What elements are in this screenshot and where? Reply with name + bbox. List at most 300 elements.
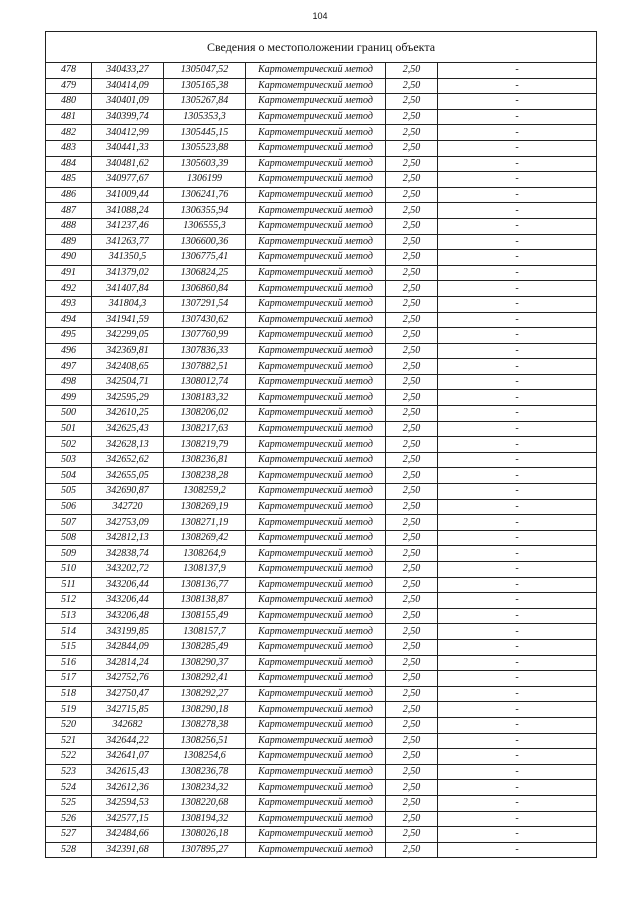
cell-point-number: 522: [46, 749, 92, 765]
cell-method: Картометрический метод: [246, 671, 386, 687]
cell-accuracy: 2,50: [386, 764, 438, 780]
cell-accuracy: 2,50: [386, 639, 438, 655]
table-row: [46, 702, 597, 718]
cell-description: -: [438, 546, 597, 562]
page-number: 104: [312, 11, 328, 21]
cell-method: Картометрический метод: [246, 250, 386, 266]
cell-coord-x: 342628,13: [92, 437, 164, 453]
cell-accuracy: 2,50: [386, 468, 438, 484]
table-row: [46, 530, 597, 546]
cell-accuracy: 2,50: [386, 562, 438, 578]
cell-coord-y: 1308194,32: [164, 811, 246, 827]
cell-coord-y: 1308271,19: [164, 515, 246, 531]
cell-accuracy: 2,50: [386, 63, 438, 79]
cell-description: -: [438, 172, 597, 188]
cell-description: -: [438, 686, 597, 702]
table-row: [46, 109, 597, 125]
cell-coord-y: 1308259,2: [164, 484, 246, 500]
cell-point-number: 490: [46, 250, 92, 266]
cell-method: Картометрический метод: [246, 562, 386, 578]
cell-point-number: 511: [46, 577, 92, 593]
cell-description: -: [438, 499, 597, 515]
cell-description: -: [438, 624, 597, 640]
cell-point-number: 523: [46, 764, 92, 780]
cell-description: -: [438, 359, 597, 375]
cell-method: Картометрический метод: [246, 140, 386, 156]
cell-coord-y: 1308217,63: [164, 421, 246, 437]
cell-point-number: 512: [46, 593, 92, 609]
cell-method: Картометрический метод: [246, 452, 386, 468]
cell-method: Картометрический метод: [246, 281, 386, 297]
cell-method: Картометрический метод: [246, 499, 386, 515]
cell-point-number: 516: [46, 655, 92, 671]
cell-method: Картометрический метод: [246, 234, 386, 250]
cell-point-number: 498: [46, 374, 92, 390]
cell-method: Картометрический метод: [246, 374, 386, 390]
cell-coord-y: 1308269,19: [164, 499, 246, 515]
cell-coord-y: 1305603,39: [164, 156, 246, 172]
cell-accuracy: 2,50: [386, 608, 438, 624]
cell-accuracy: 2,50: [386, 546, 438, 562]
cell-coord-y: 1307291,54: [164, 296, 246, 312]
cell-coord-x: 342391,68: [92, 842, 164, 858]
table-row: [46, 655, 597, 671]
cell-method: Картометрический метод: [246, 156, 386, 172]
cell-description: -: [438, 811, 597, 827]
cell-coord-y: 1308137,9: [164, 562, 246, 578]
cell-coord-y: 1305523,88: [164, 140, 246, 156]
cell-description: -: [438, 577, 597, 593]
cell-description: -: [438, 671, 597, 687]
cell-method: Картометрический метод: [246, 328, 386, 344]
cell-accuracy: 2,50: [386, 421, 438, 437]
table-row: [46, 172, 597, 188]
cell-description: -: [438, 484, 597, 500]
cell-description: -: [438, 608, 597, 624]
table-title-row: [46, 32, 597, 63]
cell-method: Картометрический метод: [246, 780, 386, 796]
cell-method: Картометрический метод: [246, 795, 386, 811]
cell-coord-x: 340977,67: [92, 172, 164, 188]
cell-point-number: 485: [46, 172, 92, 188]
cell-coord-x: 341407,84: [92, 281, 164, 297]
table-row: [46, 608, 597, 624]
boundary-table: [45, 31, 597, 858]
cell-description: -: [438, 452, 597, 468]
cell-description: -: [438, 125, 597, 141]
cell-coord-x: 342594,53: [92, 795, 164, 811]
cell-point-number: 499: [46, 390, 92, 406]
cell-description: -: [438, 296, 597, 312]
cell-coord-x: 340412,99: [92, 125, 164, 141]
cell-coord-x: 342812,13: [92, 530, 164, 546]
cell-accuracy: 2,50: [386, 281, 438, 297]
table-row: [46, 234, 597, 250]
cell-coord-y: 1306355,94: [164, 203, 246, 219]
table-row: [46, 156, 597, 172]
table-row: [46, 827, 597, 843]
cell-coord-y: 1306775,41: [164, 250, 246, 266]
cell-description: -: [438, 780, 597, 796]
cell-method: Картометрический метод: [246, 577, 386, 593]
cell-method: Картометрический метод: [246, 717, 386, 733]
cell-coord-x: 341804,3: [92, 296, 164, 312]
cell-coord-y: 1306241,76: [164, 187, 246, 203]
cell-coord-x: 342720: [92, 499, 164, 515]
table-row: [46, 125, 597, 141]
cell-coord-y: 1308292,41: [164, 671, 246, 687]
cell-description: -: [438, 842, 597, 858]
table-row: [46, 437, 597, 453]
cell-accuracy: 2,50: [386, 827, 438, 843]
table-row: [46, 78, 597, 94]
cell-description: -: [438, 94, 597, 110]
cell-method: Картометрический метод: [246, 343, 386, 359]
cell-method: Картометрический метод: [246, 624, 386, 640]
cell-point-number: 526: [46, 811, 92, 827]
cell-description: -: [438, 749, 597, 765]
cell-coord-x: 342750,47: [92, 686, 164, 702]
cell-coord-x: 342838,74: [92, 546, 164, 562]
cell-accuracy: 2,50: [386, 296, 438, 312]
cell-coord-y: 1308290,37: [164, 655, 246, 671]
cell-description: -: [438, 764, 597, 780]
cell-accuracy: 2,50: [386, 312, 438, 328]
cell-description: -: [438, 156, 597, 172]
cell-description: -: [438, 468, 597, 484]
cell-accuracy: 2,50: [386, 343, 438, 359]
cell-method: Картометрический метод: [246, 172, 386, 188]
cell-coord-x: 342504,71: [92, 374, 164, 390]
cell-description: -: [438, 639, 597, 655]
cell-coord-x: 342682: [92, 717, 164, 733]
cell-coord-y: 1306555,3: [164, 218, 246, 234]
table-row: [46, 452, 597, 468]
cell-point-number: 515: [46, 639, 92, 655]
table-row: [46, 312, 597, 328]
cell-description: -: [438, 234, 597, 250]
cell-description: -: [438, 437, 597, 453]
cell-point-number: 524: [46, 780, 92, 796]
cell-description: -: [438, 827, 597, 843]
cell-method: Картометрический метод: [246, 749, 386, 765]
cell-accuracy: 2,50: [386, 655, 438, 671]
cell-accuracy: 2,50: [386, 749, 438, 765]
cell-coord-x: 340433,27: [92, 63, 164, 79]
cell-accuracy: 2,50: [386, 811, 438, 827]
cell-accuracy: 2,50: [386, 234, 438, 250]
cell-coord-x: 342612,36: [92, 780, 164, 796]
cell-description: -: [438, 530, 597, 546]
cell-coord-x: 343206,44: [92, 577, 164, 593]
cell-accuracy: 2,50: [386, 499, 438, 515]
cell-point-number: 487: [46, 203, 92, 219]
cell-description: -: [438, 63, 597, 79]
cell-description: -: [438, 250, 597, 266]
cell-method: Картометрический метод: [246, 608, 386, 624]
cell-coord-x: 343206,44: [92, 593, 164, 609]
cell-description: -: [438, 140, 597, 156]
cell-coord-x: 342814,24: [92, 655, 164, 671]
cell-point-number: 503: [46, 452, 92, 468]
cell-accuracy: 2,50: [386, 109, 438, 125]
cell-method: Картометрический метод: [246, 639, 386, 655]
cell-method: Картометрический метод: [246, 406, 386, 422]
cell-coord-y: 1308155,49: [164, 608, 246, 624]
cell-point-number: 520: [46, 717, 92, 733]
cell-description: -: [438, 343, 597, 359]
cell-description: -: [438, 593, 597, 609]
table-row: [46, 218, 597, 234]
cell-point-number: 491: [46, 265, 92, 281]
cell-description: -: [438, 328, 597, 344]
table-row: [46, 515, 597, 531]
cell-coord-x: 342690,87: [92, 484, 164, 500]
cell-coord-x: 342652,62: [92, 452, 164, 468]
cell-accuracy: 2,50: [386, 94, 438, 110]
cell-coord-x: 341009,44: [92, 187, 164, 203]
cell-coord-y: 1308254,6: [164, 749, 246, 765]
cell-coord-y: 1307895,27: [164, 842, 246, 858]
cell-method: Картометрический метод: [246, 546, 386, 562]
cell-accuracy: 2,50: [386, 374, 438, 390]
table-row: [46, 671, 597, 687]
table-title: Сведения о местоположении границ объекта: [46, 32, 597, 63]
table-row: [46, 187, 597, 203]
cell-method: Картометрический метод: [246, 842, 386, 858]
cell-accuracy: 2,50: [386, 577, 438, 593]
cell-coord-y: 1308238,28: [164, 468, 246, 484]
table-row: [46, 842, 597, 858]
cell-method: Картометрический метод: [246, 312, 386, 328]
cell-point-number: 525: [46, 795, 92, 811]
cell-description: -: [438, 421, 597, 437]
table-row: [46, 577, 597, 593]
cell-point-number: 528: [46, 842, 92, 858]
table-row: [46, 780, 597, 796]
table-row: [46, 203, 597, 219]
cell-method: Картометрический метод: [246, 187, 386, 203]
cell-description: -: [438, 203, 597, 219]
cell-coord-y: 1305353,3: [164, 109, 246, 125]
table-row: [46, 281, 597, 297]
cell-coord-x: 341088,24: [92, 203, 164, 219]
table-row: [46, 359, 597, 375]
cell-point-number: 517: [46, 671, 92, 687]
cell-point-number: 504: [46, 468, 92, 484]
cell-method: Картометрический метод: [246, 530, 386, 546]
cell-method: Картометрический метод: [246, 125, 386, 141]
cell-coord-y: 1308269,42: [164, 530, 246, 546]
cell-coord-y: 1305047,52: [164, 63, 246, 79]
cell-coord-x: 342595,29: [92, 390, 164, 406]
cell-accuracy: 2,50: [386, 203, 438, 219]
cell-accuracy: 2,50: [386, 390, 438, 406]
cell-description: -: [438, 265, 597, 281]
cell-point-number: 495: [46, 328, 92, 344]
cell-accuracy: 2,50: [386, 686, 438, 702]
cell-coord-y: 1308292,27: [164, 686, 246, 702]
table-row: [46, 250, 597, 266]
cell-coord-x: 342641,07: [92, 749, 164, 765]
cell-coord-x: 341941,59: [92, 312, 164, 328]
cell-point-number: 482: [46, 125, 92, 141]
cell-accuracy: 2,50: [386, 218, 438, 234]
cell-coord-x: 342610,25: [92, 406, 164, 422]
cell-coord-x: 343202,72: [92, 562, 164, 578]
cell-coord-x: 341237,46: [92, 218, 164, 234]
table-row: [46, 624, 597, 640]
table-row: [46, 484, 597, 500]
cell-coord-y: 1308285,49: [164, 639, 246, 655]
cell-description: -: [438, 78, 597, 94]
cell-coord-x: 342369,81: [92, 343, 164, 359]
cell-point-number: 484: [46, 156, 92, 172]
table-row: [46, 795, 597, 811]
cell-coord-y: 1308012,74: [164, 374, 246, 390]
cell-accuracy: 2,50: [386, 187, 438, 203]
cell-accuracy: 2,50: [386, 156, 438, 172]
cell-point-number: 509: [46, 546, 92, 562]
cell-point-number: 521: [46, 733, 92, 749]
table-row: [46, 94, 597, 110]
cell-description: -: [438, 374, 597, 390]
cell-method: Картометрический метод: [246, 764, 386, 780]
cell-coord-y: 1305165,38: [164, 78, 246, 94]
table-row: [46, 328, 597, 344]
cell-point-number: 478: [46, 63, 92, 79]
cell-description: -: [438, 281, 597, 297]
cell-description: -: [438, 218, 597, 234]
cell-accuracy: 2,50: [386, 795, 438, 811]
cell-coord-x: 340481,62: [92, 156, 164, 172]
cell-method: Картометрический метод: [246, 811, 386, 827]
cell-coord-y: 1305267,84: [164, 94, 246, 110]
cell-description: -: [438, 187, 597, 203]
table-row: [46, 140, 597, 156]
cell-coord-y: 1306199: [164, 172, 246, 188]
cell-accuracy: 2,50: [386, 125, 438, 141]
cell-accuracy: 2,50: [386, 265, 438, 281]
cell-description: -: [438, 312, 597, 328]
cell-point-number: 510: [46, 562, 92, 578]
cell-method: Картометрический метод: [246, 296, 386, 312]
cell-method: Картометрический метод: [246, 593, 386, 609]
cell-accuracy: 2,50: [386, 702, 438, 718]
cell-coord-x: 342644,22: [92, 733, 164, 749]
cell-description: -: [438, 717, 597, 733]
cell-point-number: 479: [46, 78, 92, 94]
cell-point-number: 508: [46, 530, 92, 546]
cell-coord-x: 340401,09: [92, 94, 164, 110]
cell-coord-y: 1308183,32: [164, 390, 246, 406]
cell-method: Картометрический метод: [246, 109, 386, 125]
cell-method: Картометрический метод: [246, 94, 386, 110]
cell-accuracy: 2,50: [386, 530, 438, 546]
cell-method: Картометрический метод: [246, 359, 386, 375]
cell-point-number: 489: [46, 234, 92, 250]
cell-accuracy: 2,50: [386, 78, 438, 94]
cell-method: Картометрический метод: [246, 63, 386, 79]
cell-coord-x: 342715,85: [92, 702, 164, 718]
cell-accuracy: 2,50: [386, 437, 438, 453]
cell-coord-x: 342484,66: [92, 827, 164, 843]
cell-coord-y: 1308220,68: [164, 795, 246, 811]
cell-point-number: 502: [46, 437, 92, 453]
cell-coord-y: 1308236,78: [164, 764, 246, 780]
table-row: [46, 390, 597, 406]
cell-accuracy: 2,50: [386, 250, 438, 266]
cell-coord-y: 1308256,51: [164, 733, 246, 749]
cell-coord-y: 1308236,81: [164, 452, 246, 468]
cell-method: Картометрический метод: [246, 515, 386, 531]
table-row: [46, 764, 597, 780]
cell-coord-x: 340414,09: [92, 78, 164, 94]
table-row: [46, 717, 597, 733]
cell-description: -: [438, 406, 597, 422]
table-row: [46, 639, 597, 655]
cell-method: Картометрический метод: [246, 265, 386, 281]
cell-coord-x: 341350,5: [92, 250, 164, 266]
cell-coord-x: 341379,02: [92, 265, 164, 281]
table-row: [46, 593, 597, 609]
cell-coord-x: 342752,76: [92, 671, 164, 687]
cell-method: Картометрический метод: [246, 484, 386, 500]
cell-coord-x: 343206,48: [92, 608, 164, 624]
cell-coord-y: 1306860,84: [164, 281, 246, 297]
cell-coord-y: 1308136,77: [164, 577, 246, 593]
cell-point-number: 488: [46, 218, 92, 234]
cell-method: Картометрический метод: [246, 686, 386, 702]
cell-coord-y: 1307882,51: [164, 359, 246, 375]
cell-coord-y: 1308219,79: [164, 437, 246, 453]
cell-accuracy: 2,50: [386, 780, 438, 796]
cell-accuracy: 2,50: [386, 624, 438, 640]
cell-point-number: 497: [46, 359, 92, 375]
cell-method: Картометрический метод: [246, 702, 386, 718]
cell-coord-x: 342408,65: [92, 359, 164, 375]
cell-coord-y: 1305445,15: [164, 125, 246, 141]
cell-coord-y: 1307430,62: [164, 312, 246, 328]
cell-accuracy: 2,50: [386, 717, 438, 733]
cell-coord-x: 342299,05: [92, 328, 164, 344]
table-row: [46, 686, 597, 702]
cell-accuracy: 2,50: [386, 359, 438, 375]
cell-coord-y: 1308157,7: [164, 624, 246, 640]
table-row: [46, 546, 597, 562]
table-row: [46, 421, 597, 437]
table-row: [46, 63, 597, 79]
cell-point-number: 494: [46, 312, 92, 328]
cell-coord-y: 1306824,25: [164, 265, 246, 281]
cell-coord-x: 342577,15: [92, 811, 164, 827]
cell-coord-y: 1307760,99: [164, 328, 246, 344]
cell-description: -: [438, 702, 597, 718]
cell-accuracy: 2,50: [386, 842, 438, 858]
cell-coord-y: 1308290,18: [164, 702, 246, 718]
table-row: [46, 343, 597, 359]
cell-method: Картометрический метод: [246, 468, 386, 484]
cell-coord-y: 1308264,9: [164, 546, 246, 562]
cell-point-number: 505: [46, 484, 92, 500]
table-row: [46, 749, 597, 765]
table-row: [46, 296, 597, 312]
cell-description: -: [438, 733, 597, 749]
cell-coord-y: 1308278,38: [164, 717, 246, 733]
cell-method: Картометрический метод: [246, 827, 386, 843]
cell-coord-x: 342844,09: [92, 639, 164, 655]
cell-point-number: 514: [46, 624, 92, 640]
